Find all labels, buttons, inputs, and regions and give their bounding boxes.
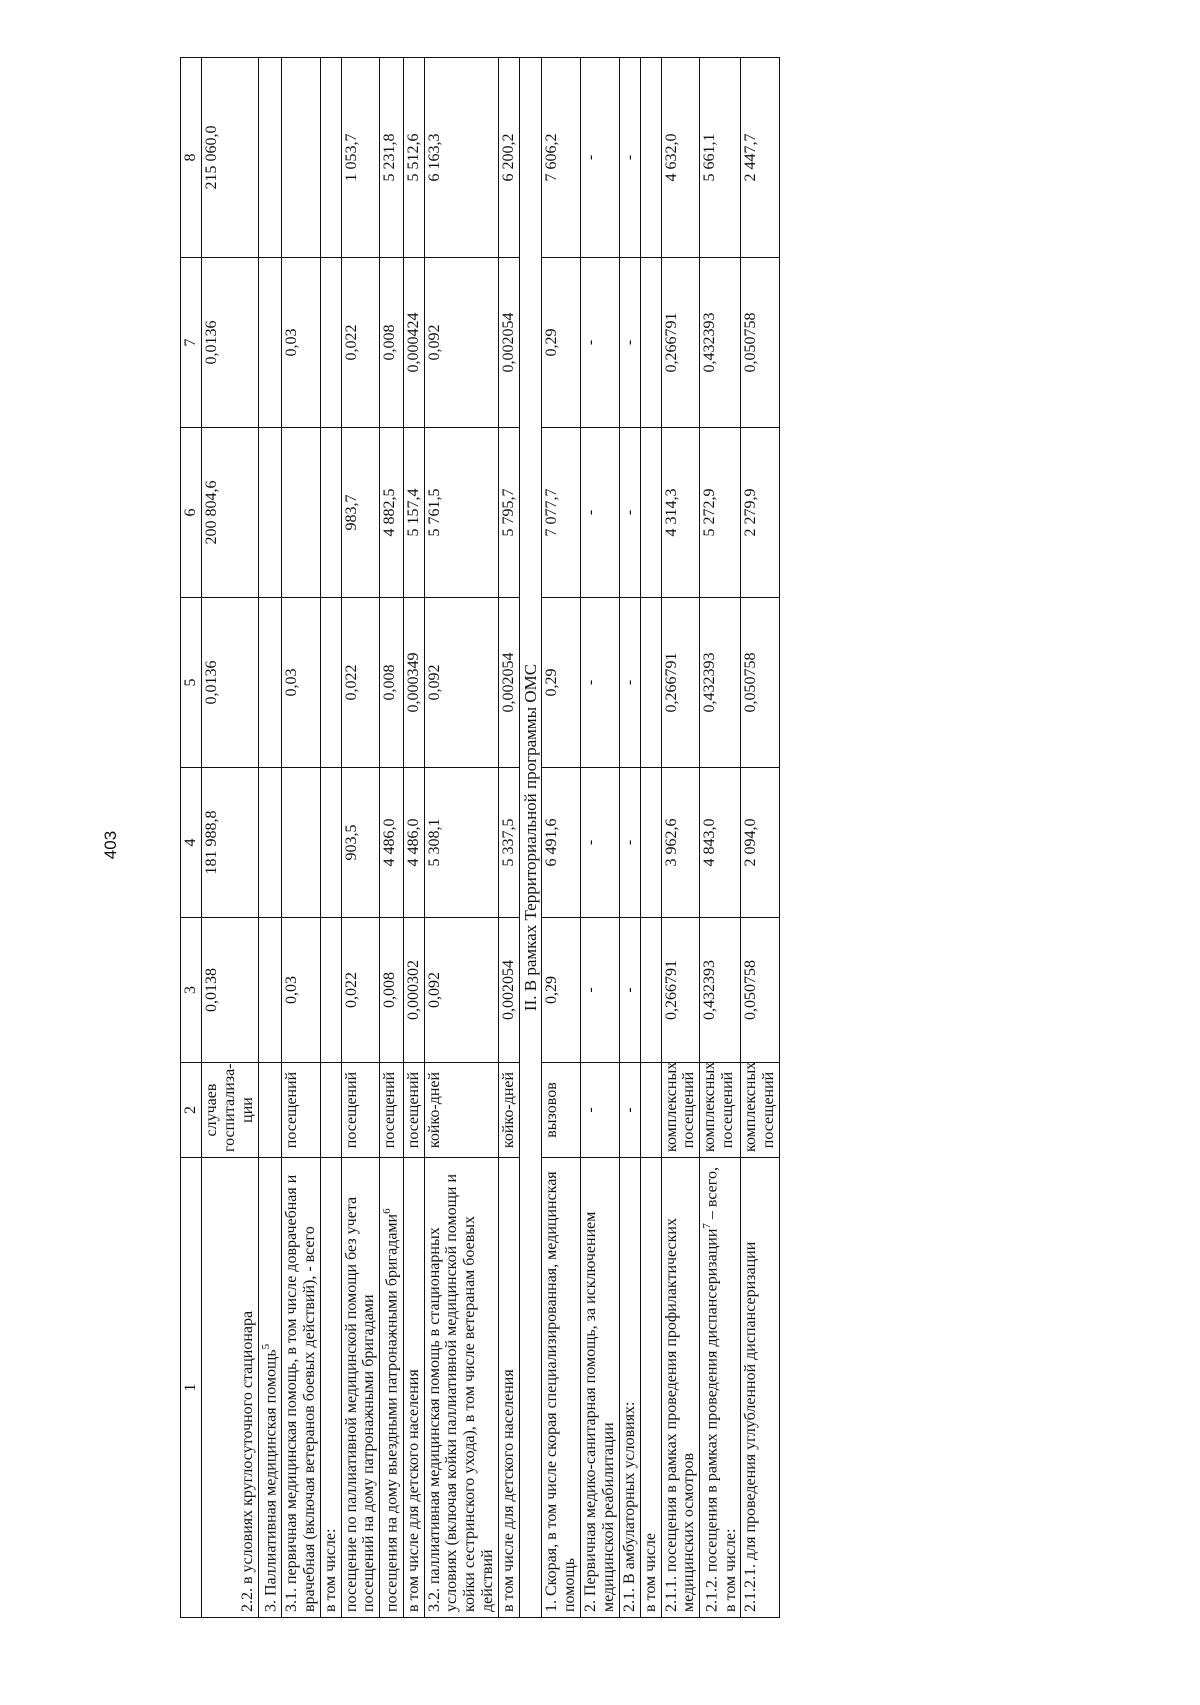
value-cell — [281, 58, 320, 258]
value-cell — [258, 428, 281, 598]
table-row — [542, 58, 581, 1618]
unit-cell: посещений — [281, 1063, 320, 1158]
value-cell: 4 882,5 — [380, 428, 403, 598]
value-cell: 0,008 — [380, 258, 403, 428]
row-label: в том числе: — [320, 1158, 341, 1618]
unit-cell — [258, 1063, 281, 1158]
page-number: 403 — [101, 830, 120, 860]
unit-cell: - — [580, 1063, 619, 1158]
value-cell: 0,03 — [281, 598, 320, 768]
value-cell: 5 272,9 — [700, 428, 741, 598]
value-cell — [258, 58, 281, 258]
unit-cell: комплексных посещений — [661, 1063, 700, 1158]
value-cell — [640, 428, 661, 598]
unit-cell — [320, 1063, 341, 1158]
value-cell: 6 491,6 — [542, 768, 581, 918]
row-label: в том числе — [640, 1158, 661, 1618]
value-cell: - — [580, 58, 619, 258]
value-cell: 0,008 — [380, 918, 403, 1063]
value-cell: 0,29 — [542, 598, 581, 768]
section-title: II. В рамках Территориальной программы ОМС — [520, 58, 542, 1618]
table-row — [380, 58, 403, 1618]
col-header: 3 — [181, 918, 202, 1063]
unit-cell: случаев госпитализа-ции — [201, 1063, 258, 1158]
value-cell — [258, 768, 281, 918]
table-row — [700, 58, 741, 1618]
value-cell: 0,002054 — [499, 598, 520, 768]
value-cell: 3 962,6 — [661, 768, 700, 918]
value-cell: 0,432393 — [700, 918, 741, 1063]
value-cell: 0,050758 — [741, 918, 780, 1063]
value-cell — [258, 918, 281, 1063]
table-row — [661, 58, 700, 1618]
value-cell: 215 060,0 — [201, 58, 258, 258]
value-cell — [320, 428, 341, 598]
unit-cell: - — [619, 1063, 640, 1158]
value-cell: 0,022 — [341, 918, 380, 1063]
footnote-mark: 6 — [381, 1208, 394, 1214]
value-cell: 4 632,0 — [661, 58, 700, 258]
col-header: 6 — [181, 428, 202, 598]
standards-table — [180, 57, 780, 1618]
value-cell: 0,03 — [281, 918, 320, 1063]
value-cell: 5 337,5 — [499, 768, 520, 918]
value-cell: 5 231,8 — [380, 58, 403, 258]
row-label: 3.2. паллиативная медицинская помощь в стационарных условиях (включая койки паллиативной медицинской помощи и койки сестринского ухода), в том числе ветеранам боевых действий — [424, 1158, 499, 1618]
col-header: 2 — [181, 1063, 202, 1158]
unit-cell: посещений — [341, 1063, 380, 1158]
value-cell: 2 279,9 — [741, 428, 780, 598]
value-cell: 0,0138 — [201, 918, 258, 1063]
row-label: в том числе для детского населения — [403, 1158, 424, 1618]
col-header: 5 — [181, 598, 202, 768]
value-cell: 0,022 — [341, 598, 380, 768]
value-cell: 0,0136 — [201, 258, 258, 428]
value-cell: - — [619, 58, 640, 258]
value-cell: 0,0136 — [201, 598, 258, 768]
value-cell: 181 988,8 — [201, 768, 258, 918]
rotated-table-container — [180, 58, 1180, 1618]
table-row — [258, 58, 281, 1618]
row-label: в том числе для детского населения — [499, 1158, 520, 1618]
value-cell: 5 308,1 — [424, 768, 499, 918]
value-cell: 0,002054 — [499, 918, 520, 1063]
value-cell: 4 486,0 — [380, 768, 403, 918]
value-cell: 0,29 — [542, 258, 581, 428]
value-cell — [320, 768, 341, 918]
value-cell: 0,000302 — [403, 918, 424, 1063]
value-cell: - — [619, 428, 640, 598]
value-cell: 0,050758 — [741, 598, 780, 768]
unit-cell: койко-дней — [499, 1063, 520, 1158]
value-cell: - — [619, 598, 640, 768]
value-cell: 0,092 — [424, 258, 499, 428]
footnote-mark: 7 — [701, 1223, 714, 1229]
value-cell — [640, 598, 661, 768]
value-cell: 0,266791 — [661, 258, 700, 428]
row-label: 2.1. В амбулаторных условиях: — [619, 1158, 640, 1618]
value-cell: 0,022 — [341, 258, 380, 428]
table-row — [741, 58, 780, 1618]
value-cell: 0,266791 — [661, 918, 700, 1063]
value-cell: 0,000424 — [403, 258, 424, 428]
value-cell: 0,092 — [424, 598, 499, 768]
value-cell: 4 314,3 — [661, 428, 700, 598]
table-row — [403, 58, 424, 1618]
value-cell: 5 512,6 — [403, 58, 424, 258]
value-cell: 0,03 — [281, 258, 320, 428]
section-header-row — [520, 58, 542, 1618]
value-cell: 4 843,0 — [700, 768, 741, 918]
value-cell: - — [580, 428, 619, 598]
value-cell — [320, 258, 341, 428]
value-cell: 2 447,7 — [741, 58, 780, 258]
value-cell — [281, 768, 320, 918]
value-cell: 0,432393 — [700, 598, 741, 768]
value-cell: - — [619, 258, 640, 428]
value-cell: 0,092 — [424, 918, 499, 1063]
unit-cell: комплексных посещений — [700, 1063, 741, 1158]
value-cell: - — [619, 768, 640, 918]
unit-cell: посещений — [403, 1063, 424, 1158]
value-cell: 2 094,0 — [741, 768, 780, 918]
value-cell: - — [580, 768, 619, 918]
value-cell: 6 200,2 — [499, 58, 520, 258]
value-cell: 0,29 — [542, 918, 581, 1063]
value-cell: 7 606,2 — [542, 58, 581, 258]
value-cell: 0,432393 — [700, 258, 741, 428]
value-cell: 983,7 — [341, 428, 380, 598]
value-cell: 5 795,7 — [499, 428, 520, 598]
value-cell — [640, 918, 661, 1063]
value-cell: - — [580, 918, 619, 1063]
value-cell: 0,002054 — [499, 258, 520, 428]
unit-cell: койко-дней — [424, 1063, 499, 1158]
row-label: 2.1.2. посещения в рамках проведения диспансеризации$^7$ – всего, в том числе: — [700, 1158, 741, 1618]
table-row — [499, 58, 520, 1618]
row-label: 1. Скорая, в том числе скорая специализированная, медицинская помощь — [542, 1158, 581, 1618]
value-cell: 4 486,0 — [403, 768, 424, 918]
col-header: 7 — [181, 258, 202, 428]
value-cell: 1 053,7 — [341, 58, 380, 258]
table-row — [201, 58, 258, 1618]
value-cell: - — [580, 598, 619, 768]
value-cell — [258, 598, 281, 768]
value-cell: 0,008 — [380, 598, 403, 768]
value-cell — [320, 918, 341, 1063]
table-row — [281, 58, 320, 1618]
header-row — [181, 58, 202, 1618]
row-label: 2.2. в условиях круглосуточного стационара — [201, 1158, 258, 1618]
row-label: 3. Паллиативная медицинская помощь$^5$ — [258, 1158, 281, 1618]
col-header: 1 — [181, 1158, 202, 1618]
value-cell — [281, 428, 320, 598]
value-cell — [640, 58, 661, 258]
table-row — [580, 58, 619, 1618]
table-row — [424, 58, 499, 1618]
value-cell: 200 804,6 — [201, 428, 258, 598]
value-cell — [258, 258, 281, 428]
value-cell: 0,266791 — [661, 598, 700, 768]
unit-cell: комплексных посещений — [741, 1063, 780, 1158]
footnote-mark: 5 — [259, 1343, 272, 1350]
row-label: 2.1.2.1. для проведения углубленной диспансеризации — [741, 1158, 780, 1618]
unit-cell — [640, 1063, 661, 1158]
row-label: посещения на дому выездными патронажными бригадами$^6$ — [380, 1158, 403, 1618]
value-cell: 5 661,1 — [700, 58, 741, 258]
unit-cell: посещений — [380, 1063, 403, 1158]
value-cell: 7 077,7 — [542, 428, 581, 598]
value-cell — [640, 768, 661, 918]
unit-cell: вызовов — [542, 1063, 581, 1158]
table-row — [341, 58, 380, 1618]
value-cell: 5 761,5 — [424, 428, 499, 598]
value-cell — [320, 598, 341, 768]
value-cell — [640, 258, 661, 428]
value-cell: 0,050758 — [741, 258, 780, 428]
value-cell: - — [619, 918, 640, 1063]
col-header: 4 — [181, 768, 202, 918]
row-label: 2. Первичная медико-санитарная помощь, за исключением медицинской реабилитации — [580, 1158, 619, 1618]
col-header: 8 — [181, 58, 202, 258]
table-row — [619, 58, 640, 1618]
table-row — [320, 58, 341, 1618]
row-label: 2.1.1. посещения в рамках проведения профилактических медицинских осмотров — [661, 1158, 700, 1618]
value-cell: - — [580, 258, 619, 428]
row-label: 3.1. первичная медицинская помощь, в том числе доврачебная и врачебная (включая ветеранов боевых действий), - всего — [281, 1158, 320, 1618]
value-cell: 5 157,4 — [403, 428, 424, 598]
value-cell — [320, 58, 341, 258]
row-label: посещение по паллиативной медицинской помощи без учета посещений на дому патронажными бригадами — [341, 1158, 380, 1618]
value-cell: 6 163,3 — [424, 58, 499, 258]
value-cell: 903,5 — [341, 768, 380, 918]
table-row — [640, 58, 661, 1618]
value-cell: 0,000349 — [403, 598, 424, 768]
